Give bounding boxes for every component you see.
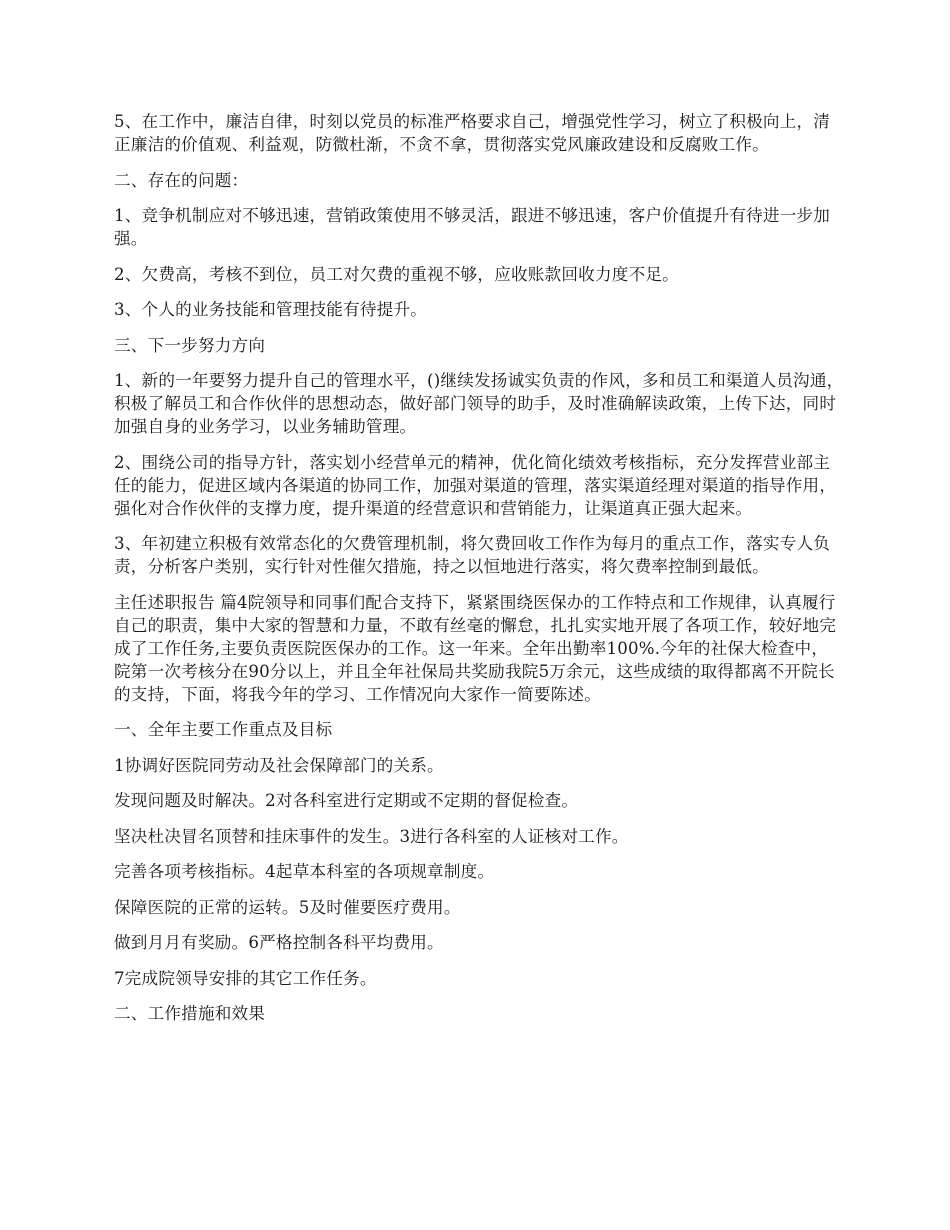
paragraph-problem-1: 1、竞争机制应对不够迅速，营销政策使用不够灵活，跟进不够迅速，客户价值提升有待进一步加强。	[114, 206, 831, 248]
heading-measures-effects: 二、工作措施和效果	[114, 1004, 266, 1023]
heading-next-steps: 三、下一步努力方向	[114, 335, 266, 355]
paragraph-next-step-2: 2、围绕公司的指导方针，落实划小经营单元的精神，优化简化绩效考核指标，充分发挥营业部主任的能力，促进区域内各渠道的协同工作，加强对渠道的管理，落实渠道经理对渠道的指导作用，强化对合作伙伴的支撑力度，提升渠道的经营意识和营销能力，让渠道真正强大起来。	[114, 452, 837, 518]
paragraph-goal-7: 7完成院领导安排的其它工作任务。	[114, 968, 377, 988]
paragraph-goal-5: 保障医院的正常的运转。5及时催要医疗费用。	[114, 897, 461, 917]
paragraph-goal-2: 发现问题及时解决。2对各科室进行定期或不定期的督促检查。	[114, 791, 579, 810]
heading-annual-goals: 一、全年主要工作重点及目标	[114, 720, 333, 739]
paragraph-goal-4: 完善各项考核指标。4起草本科室的各项规章制度。	[114, 862, 495, 881]
heading-existing-problems: 二、存在的问题：	[114, 170, 249, 190]
paragraph-next-step-3: 3、年初建立积极有效常态化的欠费管理机制，将欠费回收工作作为每月的重点工作，落实专人负责，分析客户类别，实行针对性催欠措施，持之以恒地进行落实，将欠费率控制到最低。	[114, 534, 831, 576]
paragraph-goal-6: 做到月月有奖励。6严格控制各科平均费用。	[114, 933, 444, 952]
paragraph-next-step-1: 1、新的一年要努力提升自己的管理水平，()继续发扬诚实负责的作风，多和员工和渠道人员沟通，积极了解员工和合作伙伴的思想动态，做好部门领导的助手，及时准确解读政策，上传下达，同时加强自身的业务学习，以业务辅助管理。	[114, 371, 844, 436]
paragraph-problem-3: 3、个人的业务技能和管理技能有待提升。	[114, 300, 428, 319]
paragraph-integrity: 5、在工作中，廉洁自律，时刻以党员的标准严格要求自己，增强党性学习，树立了积极向上，清正廉洁的价值观、利益观，防微杜渐，不贪不拿，贯彻落实党风廉政建设和反腐败工作。	[114, 112, 831, 154]
paragraph-problem-2: 2、欠费高，考核不到位，员工对欠费的重视不够，应收账款回收力度不足。	[114, 264, 679, 284]
paragraph-goal-3: 坚决杜决冒名顶替和挂床事件的发生。3进行各科室的人证核对工作。	[114, 826, 629, 846]
paragraph-goal-1: 1协调好医院同劳动及社会保障部门的关系。	[114, 755, 444, 775]
paragraph-report-4-intro: 主任述职报告 篇4院领导和同事们配合支持下，紧紧围绕医保办的工作特点和工作规律，认真履行自己的职责，集中大家的智慧和力量，不敢有丝毫的懈怠，扎扎实实地开展了各项工作，较好地完成了工作任务,主要负责医院医保办的工作。这一年来。全年出勤率100%.今年的社保大检查中，院第一次考核分在90分以上，并且全年社保局共奖励我院5万余元，这些成绩的取得都离不开院长的支持，下面，将我今年的学习、工作情况向大家作一简要陈述。	[114, 592, 837, 704]
document-page	[114, 110, 844, 1038]
